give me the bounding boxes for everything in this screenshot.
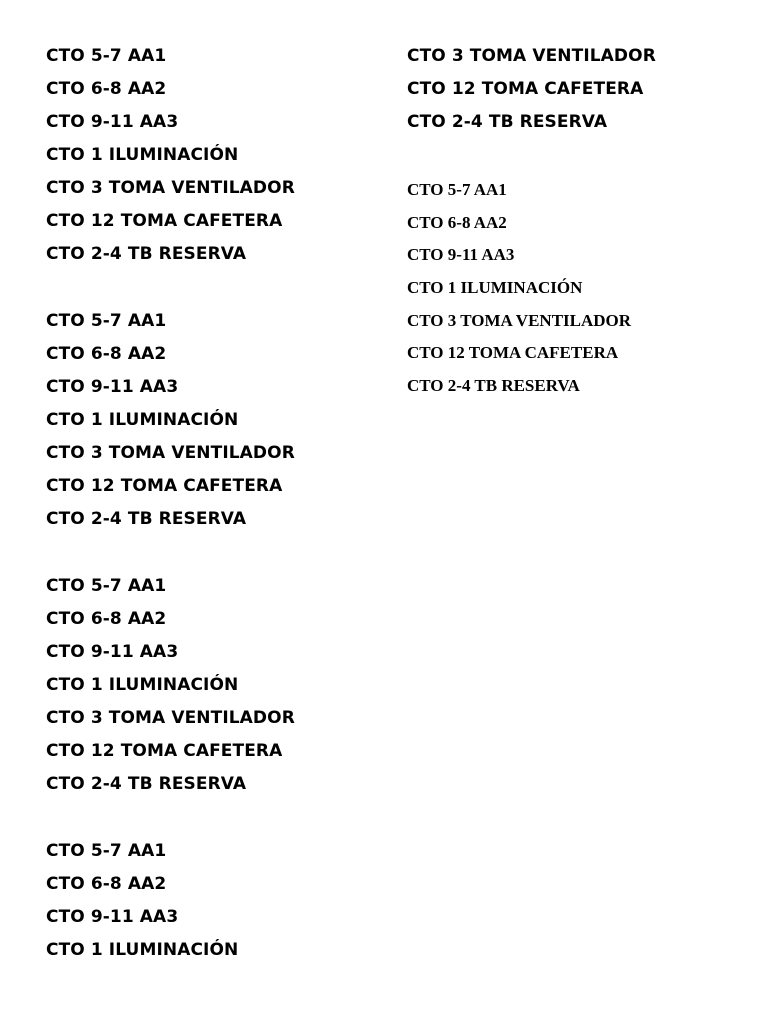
- circuit-line: CTO 1 ILUMINACIÓN: [46, 675, 239, 695]
- circuit-line: CTO 9-11 AA3: [46, 377, 179, 397]
- circuit-line: CTO 12 TOMA CAFETERA: [407, 343, 619, 362]
- circuit-line: CTO 6-8 AA2: [407, 213, 507, 232]
- circuit-line: CTO 5-7 AA1: [46, 576, 167, 596]
- circuit-line: CTO 5-7 AA1: [407, 180, 507, 199]
- circuit-line: CTO 12 TOMA CAFETERA: [407, 79, 644, 99]
- circuit-line: CTO 6-8 AA2: [46, 874, 167, 894]
- circuit-line: CTO 3 TOMA VENTILADOR: [46, 708, 295, 728]
- circuit-line: CTO 2-4 TB RESERVA: [46, 774, 247, 794]
- circuit-line: CTO 6-8 AA2: [46, 79, 167, 99]
- circuit-line: CTO 2-4 TB RESERVA: [407, 376, 580, 395]
- circuit-line: CTO 5-7 AA1: [46, 841, 167, 861]
- circuit-line: CTO 2-4 TB RESERVA: [407, 112, 608, 132]
- circuit-line: CTO 9-11 AA3: [46, 907, 179, 927]
- circuit-line: CTO 1 ILUMINACIÓN: [46, 145, 239, 165]
- circuit-line: CTO 1 ILUMINACIÓN: [46, 410, 239, 430]
- circuit-line: CTO 12 TOMA CAFETERA: [46, 741, 283, 761]
- circuit-line: CTO 9-11 AA3: [46, 112, 179, 132]
- circuit-line: CTO 3 TOMA VENTILADOR: [407, 311, 632, 330]
- circuit-line: CTO 5-7 AA1: [46, 46, 167, 66]
- circuit-line: CTO 9-11 AA3: [407, 245, 515, 264]
- circuit-line: CTO 2-4 TB RESERVA: [46, 244, 247, 264]
- circuit-line: CTO 6-8 AA2: [46, 344, 167, 364]
- circuit-line: CTO 12 TOMA CAFETERA: [46, 476, 283, 496]
- circuit-line: CTO 1 ILUMINACIÓN: [407, 278, 583, 297]
- circuit-line: CTO 6-8 AA2: [46, 609, 167, 629]
- circuit-line: CTO 2-4 TB RESERVA: [46, 509, 247, 529]
- circuit-line: CTO 3 TOMA VENTILADOR: [407, 46, 656, 66]
- circuit-line: CTO 9-11 AA3: [46, 642, 179, 662]
- circuit-line: CTO 3 TOMA VENTILADOR: [46, 178, 295, 198]
- circuit-line: CTO 5-7 AA1: [46, 311, 167, 331]
- circuit-line: CTO 12 TOMA CAFETERA: [46, 211, 283, 231]
- circuit-line: CTO 1 ILUMINACIÓN: [46, 940, 239, 960]
- circuit-line: CTO 3 TOMA VENTILADOR: [46, 443, 295, 463]
